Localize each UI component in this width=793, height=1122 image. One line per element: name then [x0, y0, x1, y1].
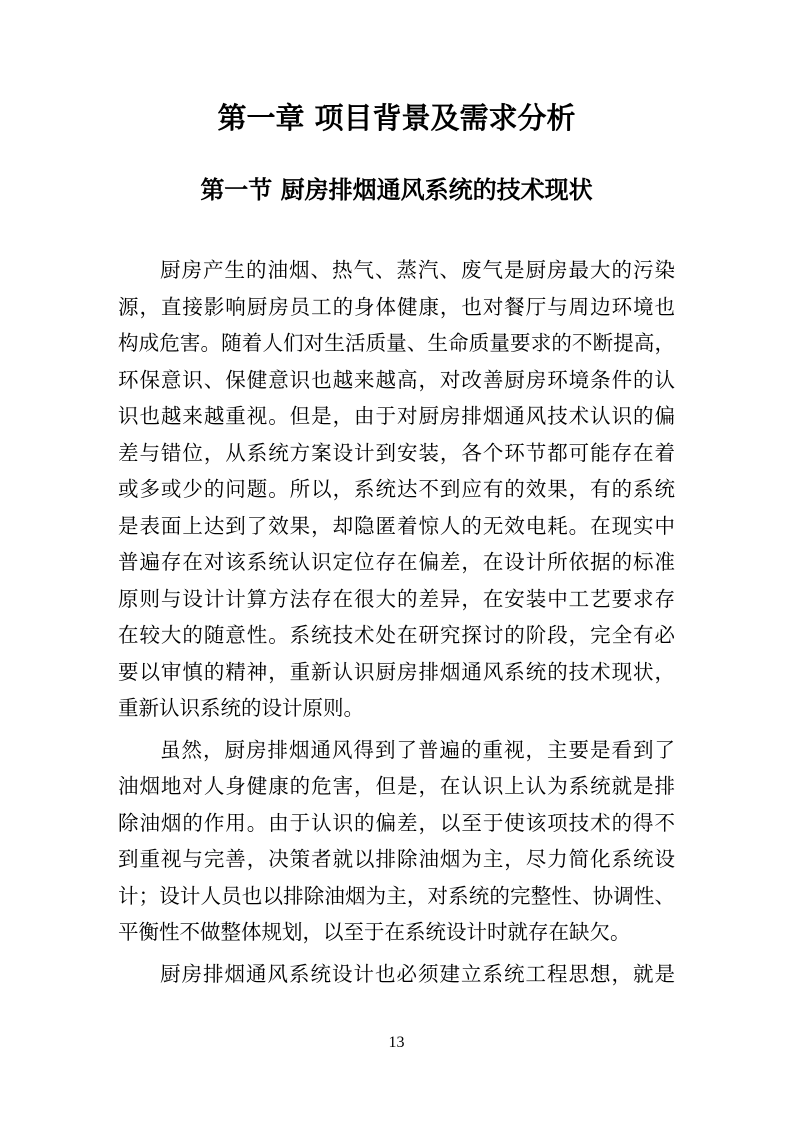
text-line: 厨房排烟通风系统设计也必须建立系统工程思想，就是: [160, 961, 675, 986]
paragraph-1: [118, 252, 675, 727]
text-line: 源，直接影响厨房员工的身体健康，也对餐厅与周边环境也: [118, 294, 675, 319]
section-title: 第一节 厨房排烟通风系统的技术现状: [200, 175, 593, 204]
text-line: 厨房产生的油烟、热气、蒸汽、废气是厨房最大的污染: [160, 258, 675, 282]
text-line: 或多或少的问题。所以，系统达不到应有的效果，有的系统: [118, 477, 675, 501]
text-line: 除油烟的作用。由于认识的偏差，以至于使该项技术的得不: [118, 810, 675, 835]
text-line: 重新认识系统的设计原则。: [118, 696, 364, 720]
text-line: 普遍存在对该系统认识定位存在偏差，在设计所依据的标准: [118, 550, 675, 574]
text-line: 油烟地对人身健康的危害，但是，在认识上认为系统就是排: [118, 774, 675, 798]
text-line: 虽然，厨房排烟通风得到了普遍的重视，主要是看到了: [160, 737, 675, 762]
text-line: 环保意识、保健意识也越来越高，对改善厨房环境条件的认: [118, 367, 675, 392]
paragraph-3: [118, 956, 675, 993]
text-line: 要以审慎的精神，重新认识厨房排烟通风系统的技术现状，: [118, 659, 675, 684]
text-line: 计；设计人员也以排除油烟为主，对系统的完整性、协调性、: [118, 883, 675, 908]
text-line: 识也越来越重视。但是，由于对厨房排烟通风技术认识的偏: [118, 404, 675, 428]
text-line: 在较大的随意性。系统技术处在研究探讨的阶段，完全有必: [118, 623, 675, 647]
text-line: 到重视与完善，决策者就以排除油烟为主，尽力简化系统设: [118, 847, 675, 871]
text-line: 是表面上达到了效果，却隐匿着惊人的无效电耗。在现实中: [118, 513, 675, 538]
text-line: 差与错位，从系统方案设计到安装，各个环节都可能存在着: [118, 440, 675, 465]
chapter-title: 第一章 项目背景及需求分析: [217, 101, 576, 135]
body-text: [118, 252, 675, 992]
page-number: 13: [388, 1034, 405, 1051]
text-line: 原则与设计计算方法存在很大的差异，在安装中工艺要求存: [118, 586, 675, 611]
text-line: 构成危害。随着人们对生活质量、生命质量要求的不断提高，: [118, 331, 675, 355]
paragraph-2: [118, 732, 675, 951]
text-line: 平衡性不做整体规划，以至于在系统设计时就存在缺欠。: [118, 920, 631, 944]
